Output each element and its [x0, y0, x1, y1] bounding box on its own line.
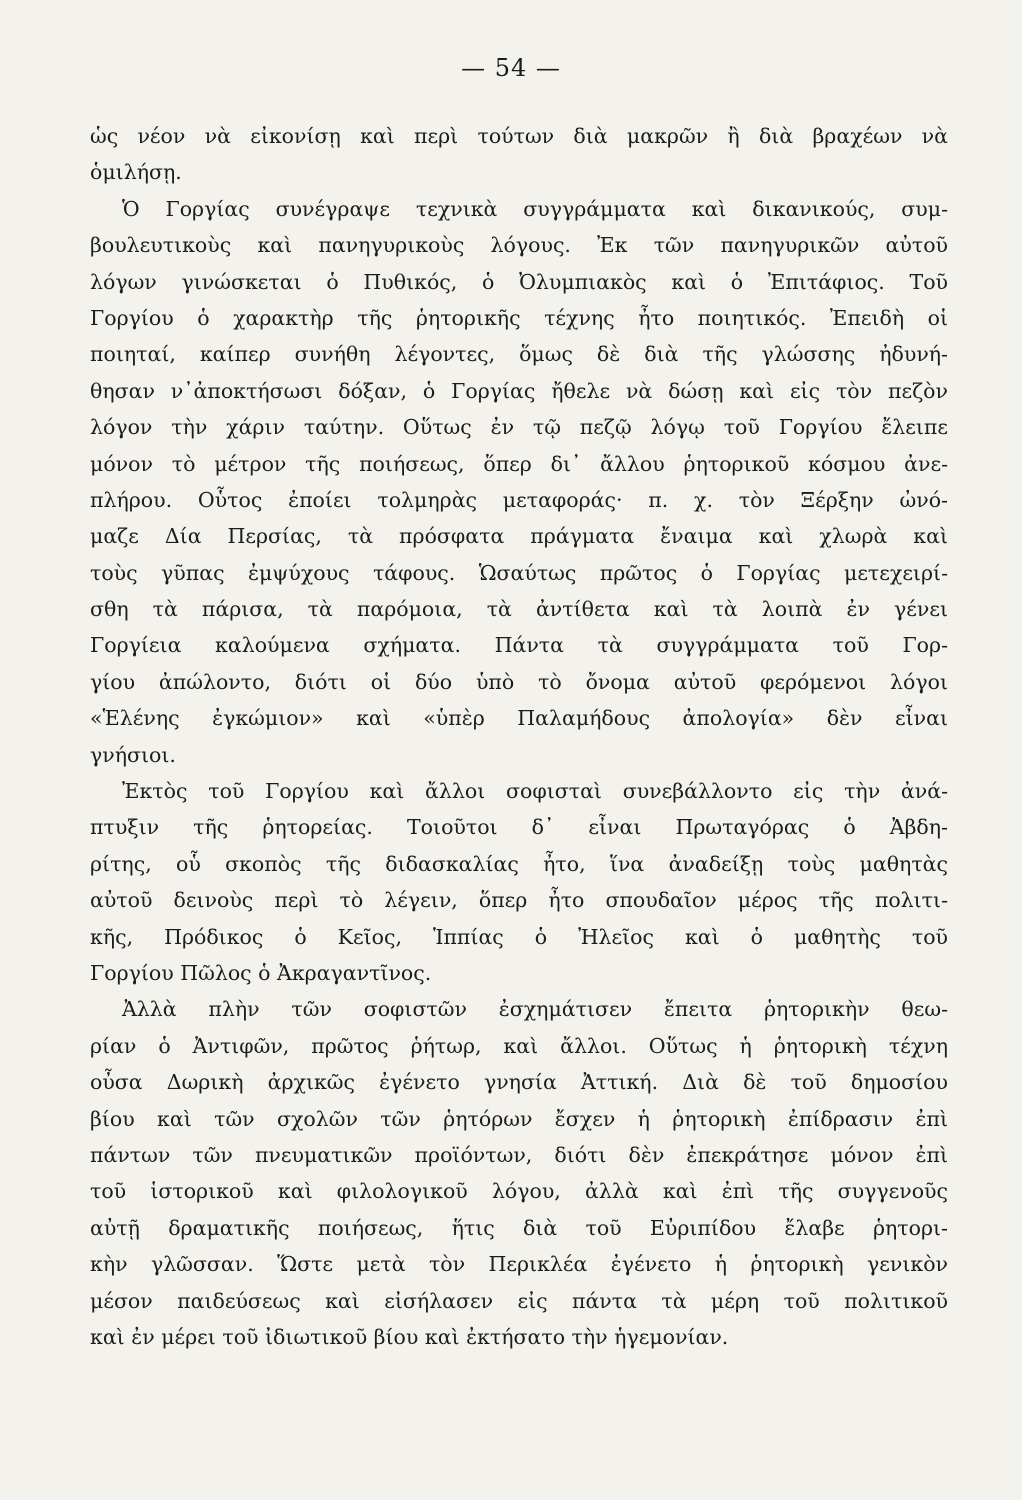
text-line: Ἀλλὰ πλὴν τῶν σοφιστῶν ἐσχημάτισεν ἔπειτα ῥητορικὴν θεω-	[122, 997, 948, 1022]
text-line: Γοργίεια καλούμενα σχήματα. Πάντα τὰ συγγράμματα τοῦ Γορ-	[90, 633, 948, 658]
text-line: πάντων τῶν πνευματικῶν προϊόντων, διότι δὲν ἐπεκράτησε μόνον ἐπὶ	[90, 1142, 948, 1167]
text-line: γίου ἀπώλοντο, διότι οἱ δύο ὑπὸ τὸ ὄνομα αὐτοῦ φερόμενοι λόγοι	[90, 669, 948, 694]
text-line: οὖσα Δωρικὴ ἀρχικῶς ἐγένετο γνησία Ἀττική. Διὰ δὲ τοῦ δημοσίου	[90, 1070, 948, 1095]
text-line: μαζε Δία Περσίας, τὰ πρόσφατα πράγματα ἔναιμα καὶ χλωρὰ καὶ	[90, 524, 948, 549]
paragraph	[90, 118, 948, 191]
text-line: λόγον τὴν χάριν ταύτην. Οὕτως ἐν τῷ πεζῷ λόγῳ τοῦ Γοργίου ἔλειπε	[90, 415, 948, 440]
text-line: σθη τὰ πάρισα, τὰ παρόμοια, τὰ ἀντίθετα καὶ τὰ λοιπὰ ἐν γένει	[90, 597, 948, 622]
text-line: ρίτης, οὗ σκοπὸς τῆς διδασκαλίας ἦτο, ἵνα ἀναδείξῃ τοὺς μαθητὰς	[90, 851, 948, 876]
text-line: τοῦ ἱστορικοῦ καὶ φιλολογικοῦ λόγου, ἀλλὰ καὶ ἐπὶ τῆς συγγενοῦς	[90, 1179, 948, 1204]
text-line: τοὺς γῦπας ἐμψύχους τάφους. Ὡσαύτως πρῶτος ὁ Γοργίας μετεχειρί-	[90, 560, 948, 585]
paragraph	[90, 191, 948, 773]
text-line: κῆς, Πρόδικος ὁ Κεῖος, Ἱππίας ὁ Ἠλεῖος καὶ ὁ μαθητὴς τοῦ	[90, 924, 948, 949]
text-line: γνήσιοι.	[90, 742, 176, 767]
text-line: ποιηταί, καίπερ συνήθη λέγοντες, ὅμως δὲ διὰ τῆς γλώσσης ἠδυνή-	[90, 342, 948, 367]
text-line: Ὁ Γοργίας συνέγραψε τεχνικὰ συγγράμματα καὶ δικανικούς, συμ-	[122, 196, 948, 221]
text-line: ὡς νέον νὰ εἰκονίσῃ καὶ περὶ τούτων διὰ μακρῶν ἢ διὰ βραχέων νὰ	[90, 124, 948, 148]
text-line: καὶ ἐν μέρει τοῦ ἰδιωτικοῦ βίου καὶ ἐκτήσατο τὴν ἡγεμονίαν.	[90, 1324, 729, 1349]
text-line: πλήρου. Οὗτος ἐποίει τολμηρὰς μεταφοράς· π. χ. τὸν Ξέρξην ὠνό-	[90, 487, 948, 512]
text-line: βουλευτικοὺς καὶ πανηγυρικοὺς λόγους. Ἐκ τῶν πανηγυρικῶν αὐτοῦ	[90, 233, 948, 258]
text-line: αὐτοῦ δεινοὺς περὶ τὸ λέγειν, ὅπερ ἦτο σπουδαῖον μέρος τῆς πολιτι-	[90, 888, 948, 913]
text-line: «Ἑλένης ἐγκώμιον» καὶ «ὑπὲρ Παλαμήδους ἀπολογία» δὲν εἶναι	[90, 706, 948, 731]
page-number: — 54 —	[461, 54, 561, 82]
text-line: μόνον τὸ μέτρον τῆς ποιήσεως, ὅπερ δι᾿ ἄλλου ῥητορικοῦ κόσμου ἀνε-	[90, 451, 948, 476]
text-line: λόγων γινώσκεται ὁ Πυθικός, ὁ Ὀλυμπιακὸς καὶ ὁ Ἐπιτάφιος. Τοῦ	[90, 269, 948, 294]
text-line: κὴν γλῶσσαν. Ὥστε μετὰ τὸν Περικλέα ἐγένετο ἡ ῥητορικὴ γενικὸν	[90, 1252, 948, 1277]
text-line: ρίαν ὁ Ἀντιφῶν, πρῶτος ῥήτωρ, καὶ ἄλλοι. Οὕτως ἡ ῥητορικὴ τέχνη	[90, 1033, 948, 1058]
text-line: Γοργίου Πῶλος ὁ Ἀκραγαντῖνος.	[90, 960, 432, 985]
text-line: θησαν ν᾿ἀποκτήσωσι δόξαν, ὁ Γοργίας ἤθελε νὰ δώσῃ καὶ εἰς τὸν πεζὸν	[90, 378, 948, 403]
text-line: βίου καὶ τῶν σχολῶν τῶν ῥητόρων ἔσχεν ἡ ῥητορικὴ ἐπίδρασιν ἐπὶ	[90, 1106, 948, 1131]
text-line: Ἐκτὸς τοῦ Γοργίου καὶ ἄλλοι σοφισταὶ συνεβάλλοντο εἰς τὴν ἀνά-	[122, 779, 948, 804]
text-line: μέσον παιδεύσεως καὶ εἰσήλασεν εἰς πάντα τὰ μέρη τοῦ πολιτικοῦ	[90, 1288, 948, 1313]
text-line: Γοργίου ὁ χαρακτὴρ τῆς ῥητορικῆς τέχνης ἦτο ποιητικός. Ἐπειδὴ οἱ	[90, 305, 948, 330]
paragraph	[90, 773, 948, 991]
text-line: αὐτῇ δραματικῆς ποιήσεως, ἥτις διὰ τοῦ Εὐριπίδου ἔλαβε ῥητορι-	[90, 1215, 948, 1240]
paragraph	[90, 991, 948, 1355]
text-line: πτυξιν τῆς ῥητορείας. Τοιοῦτοι δ᾿ εἶναι Πρωταγόρας ὁ Ἀβδη-	[90, 815, 948, 840]
text-line: ὁμιλήσῃ.	[90, 160, 182, 185]
body-text	[90, 118, 948, 1355]
